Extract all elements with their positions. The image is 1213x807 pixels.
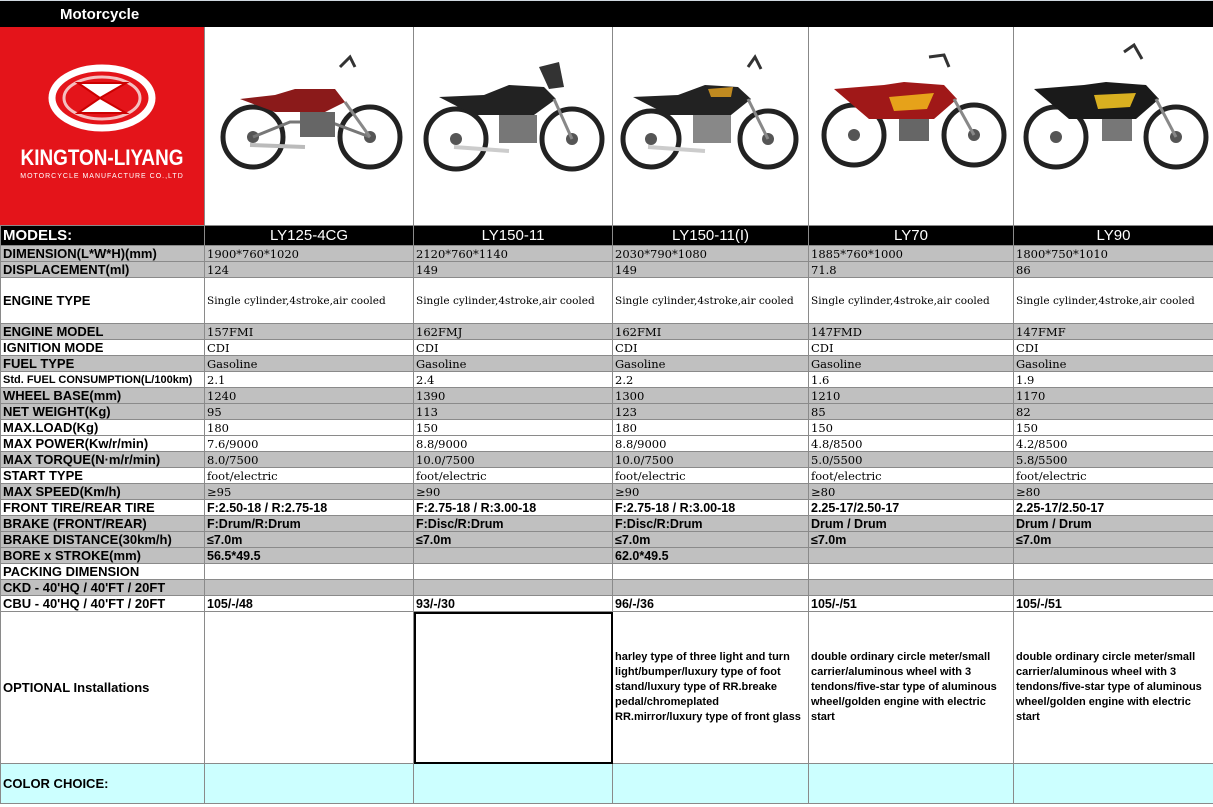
model-name[interactable]: LY150-11 <box>414 226 613 246</box>
motorcycle-photo-ly90-icon <box>1014 27 1213 225</box>
spec-value[interactable]: ≥95 <box>205 484 414 500</box>
spec-value[interactable]: 2120*760*1140 <box>414 246 613 262</box>
color-choice-row <box>1 764 1213 804</box>
spec-value[interactable]: Gasoline <box>1014 356 1213 372</box>
spec-row <box>1 484 1213 500</box>
spec-value[interactable]: F:2.50-18 / R:2.75-18 <box>205 500 414 516</box>
spec-value[interactable]: ≥90 <box>414 484 613 500</box>
spec-value[interactable]: 1800*750*1010 <box>1014 246 1213 262</box>
spec-value[interactable]: 95 <box>205 404 414 420</box>
spec-row <box>1 468 1213 484</box>
optional-row <box>1 612 1213 764</box>
spec-label[interactable]: NET WEIGHT(Kg) <box>1 404 205 420</box>
spec-value[interactable]: Single cylinder,4stroke,air cooled <box>809 278 1014 324</box>
spec-value[interactable]: 150 <box>1014 420 1213 436</box>
spec-value[interactable]: 2030*790*1080 <box>613 246 809 262</box>
spec-table <box>0 225 1213 804</box>
spec-value[interactable]: 2.1 <box>205 372 414 388</box>
spec-value[interactable] <box>414 580 613 596</box>
spec-value[interactable]: 180 <box>205 420 414 436</box>
spec-value[interactable]: 62.0*49.5 <box>613 548 809 564</box>
spec-value[interactable]: 2.2 <box>613 372 809 388</box>
photo-cell-4 <box>808 27 1013 225</box>
spec-value[interactable]: 149 <box>414 262 613 278</box>
spec-value[interactable] <box>809 548 1014 564</box>
spec-value[interactable] <box>1014 548 1213 564</box>
spec-value[interactable]: 4.2/8500 <box>1014 436 1213 452</box>
spec-value[interactable]: 8.8/9000 <box>414 436 613 452</box>
spec-value[interactable]: foot/electric <box>613 468 809 484</box>
spec-value[interactable]: 105/-/48 <box>205 596 414 612</box>
spec-value[interactable] <box>613 580 809 596</box>
color-choice-cell[interactable] <box>809 764 1014 804</box>
spec-value[interactable]: F:Drum/R:Drum <box>205 516 414 532</box>
spec-value[interactable]: ≥80 <box>809 484 1014 500</box>
spec-value[interactable]: 157FMI <box>205 324 414 340</box>
spec-label[interactable]: MAX POWER(Kw/r/min) <box>1 436 205 452</box>
spec-value[interactable] <box>613 564 809 580</box>
spec-value[interactable]: ≤7.0m <box>613 532 809 548</box>
spec-value[interactable] <box>1014 564 1213 580</box>
spec-value[interactable]: 2.25-17/2.50-17 <box>809 500 1014 516</box>
spec-value[interactable]: ≤7.0m <box>205 532 414 548</box>
color-choice-cell[interactable] <box>1014 764 1213 804</box>
spec-row <box>1 548 1213 564</box>
spec-value[interactable]: ≥90 <box>613 484 809 500</box>
spec-label[interactable]: CKD - 40'HQ / 40'FT / 20FT <box>1 580 205 596</box>
spec-value[interactable] <box>809 580 1014 596</box>
kington-logo-icon <box>48 63 156 133</box>
spec-value[interactable]: 1.6 <box>809 372 1014 388</box>
spec-value[interactable]: 93/-/30 <box>414 596 613 612</box>
optional-value[interactable] <box>414 612 613 764</box>
spec-value[interactable]: 1300 <box>613 388 809 404</box>
spec-label[interactable]: WHEEL BASE(mm) <box>1 388 205 404</box>
spec-value[interactable]: Gasoline <box>414 356 613 372</box>
spec-value[interactable]: 86 <box>1014 262 1213 278</box>
spec-row <box>1 262 1213 278</box>
spec-value[interactable]: foot/electric <box>1014 468 1213 484</box>
spec-row <box>1 278 1213 324</box>
spec-row <box>1 436 1213 452</box>
spec-value[interactable]: 147FMD <box>809 324 1014 340</box>
spec-row <box>1 420 1213 436</box>
spec-label[interactable]: START TYPE <box>1 468 205 484</box>
motorcycle-photo-ly150-11-i-icon <box>613 27 809 225</box>
spec-value[interactable]: Single cylinder,4stroke,air cooled <box>414 278 613 324</box>
spec-row <box>1 246 1213 262</box>
spec-value[interactable]: 1.9 <box>1014 372 1213 388</box>
spec-row <box>1 388 1213 404</box>
brand-name: KINGTON-LIYANG <box>20 145 184 170</box>
motorcycle-photo-ly150-11-icon <box>414 27 613 225</box>
spec-value[interactable]: Drum / Drum <box>809 516 1014 532</box>
spec-value[interactable]: 2.25-17/2.50-17 <box>1014 500 1213 516</box>
spec-value[interactable]: ≤7.0m <box>809 532 1014 548</box>
spec-value[interactable]: 113 <box>414 404 613 420</box>
spec-value[interactable]: 5.8/5500 <box>1014 452 1213 468</box>
spec-value[interactable]: CDI <box>414 340 613 356</box>
spec-value[interactable]: 1885*760*1000 <box>809 246 1014 262</box>
spec-row <box>1 452 1213 468</box>
photo-cell-5 <box>1013 27 1213 225</box>
spec-value[interactable]: 105/-/51 <box>1014 596 1213 612</box>
spec-value[interactable]: Single cylinder,4stroke,air cooled <box>1014 278 1213 324</box>
motorcycle-photo-ly125-4cg-icon <box>205 27 414 225</box>
spec-value[interactable]: CDI <box>613 340 809 356</box>
model-name[interactable]: LY150-11(I) <box>613 226 809 246</box>
spec-value[interactable] <box>414 564 613 580</box>
spec-row <box>1 564 1213 580</box>
spec-value[interactable]: Drum / Drum <box>1014 516 1213 532</box>
spec-value[interactable]: 5.0/5500 <box>809 452 1014 468</box>
spec-value[interactable]: 150 <box>414 420 613 436</box>
spec-label[interactable]: BRAKE DISTANCE(30km/h) <box>1 532 205 548</box>
spec-value[interactable]: 96/-/36 <box>613 596 809 612</box>
spec-row <box>1 500 1213 516</box>
spec-value[interactable]: 150 <box>809 420 1014 436</box>
spec-value[interactable]: Gasoline <box>613 356 809 372</box>
spec-value[interactable]: 4.8/8500 <box>809 436 1014 452</box>
spec-value[interactable]: 180 <box>613 420 809 436</box>
spec-value[interactable]: 82 <box>1014 404 1213 420</box>
spec-row <box>1 356 1213 372</box>
photo-cell-1 <box>204 27 413 225</box>
spec-value[interactable]: 85 <box>809 404 1014 420</box>
spec-value[interactable]: CDI <box>205 340 414 356</box>
models-label[interactable]: MODELS: <box>1 226 205 246</box>
spec-value[interactable]: foot/electric <box>414 468 613 484</box>
brand-logo-block <box>0 27 204 225</box>
spec-value[interactable]: 124 <box>205 262 414 278</box>
spec-value[interactable]: 149 <box>613 262 809 278</box>
spec-value[interactable]: 1240 <box>205 388 414 404</box>
optional-value[interactable]: double ordinary circle meter/small carrier/aluminous wheel with 3 tendons/five-star type of aluminous wheel/golden engine with electric start <box>809 612 1014 764</box>
color-choice-cell[interactable] <box>205 764 414 804</box>
spec-label[interactable]: MAX TORQUE(N·m/r/min) <box>1 452 205 468</box>
spec-value[interactable]: 10.0/7500 <box>414 452 613 468</box>
spec-label[interactable]: DIMENSION(L*W*H)(mm) <box>1 246 205 262</box>
spec-label[interactable]: MAX SPEED(Km/h) <box>1 484 205 500</box>
spec-value[interactable]: 2.4 <box>414 372 613 388</box>
spec-value[interactable] <box>414 548 613 564</box>
spec-value[interactable]: foot/electric <box>205 468 414 484</box>
spec-row <box>1 516 1213 532</box>
spec-value[interactable]: CDI <box>1014 340 1213 356</box>
spec-value[interactable]: 162FMJ <box>414 324 613 340</box>
spec-value[interactable]: F:2.75-18 / R:3.00-18 <box>414 500 613 516</box>
spec-value[interactable]: Single cylinder,4stroke,air cooled <box>205 278 414 324</box>
spec-label[interactable]: IGNITION MODE <box>1 340 205 356</box>
spec-label[interactable]: BORE x STROKE(mm) <box>1 548 205 564</box>
spec-value[interactable]: 1900*760*1020 <box>205 246 414 262</box>
sheet-title: Motorcycle <box>60 6 140 23</box>
spec-row <box>1 404 1213 420</box>
spec-value[interactable]: 10.0/7500 <box>613 452 809 468</box>
spec-value[interactable]: 1390 <box>414 388 613 404</box>
spec-value[interactable]: F:Disc/R:Drum <box>414 516 613 532</box>
optional-label[interactable]: OPTIONAL Installations <box>1 612 205 764</box>
spec-value[interactable]: Gasoline <box>205 356 414 372</box>
spec-row <box>1 324 1213 340</box>
spec-value[interactable]: F:2.75-18 / R:3.00-18 <box>613 500 809 516</box>
spec-value[interactable] <box>205 580 414 596</box>
spec-value[interactable]: Single cylinder,4stroke,air cooled <box>613 278 809 324</box>
spec-label[interactable]: Std. FUEL CONSUMPTION(L/100km) <box>1 372 205 388</box>
spec-value[interactable]: 71.8 <box>809 262 1014 278</box>
model-name[interactable]: LY70 <box>809 226 1014 246</box>
model-name[interactable]: LY125-4CG <box>205 226 414 246</box>
spec-label[interactable]: PACKING DIMENSION <box>1 564 205 580</box>
spec-label[interactable]: CBU - 40'HQ / 40'FT / 20FT <box>1 596 205 612</box>
spec-value[interactable]: 1170 <box>1014 388 1213 404</box>
spec-row <box>1 532 1213 548</box>
spec-value[interactable]: 56.5*49.5 <box>205 548 414 564</box>
color-choice-cell[interactable] <box>414 764 613 804</box>
spec-label[interactable]: MAX.LOAD(Kg) <box>1 420 205 436</box>
motorcycle-photo-ly70-icon <box>809 27 1014 225</box>
spec-value[interactable] <box>809 564 1014 580</box>
models-row <box>1 226 1213 246</box>
spec-value[interactable]: Gasoline <box>809 356 1014 372</box>
optional-value[interactable]: harley type of three light and turn light/bumper/luxury type of foot stand/luxury type of RR.breake pedal/chromeplated RR.mirror/luxury type of front glass <box>613 612 809 764</box>
optional-value[interactable] <box>205 612 414 764</box>
spec-row <box>1 340 1213 356</box>
spec-label[interactable]: BRAKE (FRONT/REAR) <box>1 516 205 532</box>
photo-cell-2 <box>413 27 612 225</box>
spec-row <box>1 596 1213 612</box>
brand-subtitle: MOTORCYCLE MANUFACTURE CO.,LTD <box>20 173 184 180</box>
photo-cell-3 <box>612 27 808 225</box>
spec-value[interactable]: 147FMF <box>1014 324 1213 340</box>
spec-value[interactable]: 123 <box>613 404 809 420</box>
spec-row <box>1 580 1213 596</box>
spec-value[interactable]: 105/-/51 <box>809 596 1014 612</box>
model-name[interactable]: LY90 <box>1014 226 1213 246</box>
spec-value[interactable] <box>1014 580 1213 596</box>
spec-value[interactable]: 1210 <box>809 388 1014 404</box>
spec-value[interactable] <box>205 564 414 580</box>
spec-value[interactable]: 7.6/9000 <box>205 436 414 452</box>
title-bar <box>0 0 1213 27</box>
optional-value[interactable]: double ordinary circle meter/small carrier/aluminous wheel with 3 tendons/five-star type of aluminous wheel/golden engine with electric start <box>1014 612 1213 764</box>
spec-value[interactable]: 8.8/9000 <box>613 436 809 452</box>
spec-value[interactable]: 8.0/7500 <box>205 452 414 468</box>
spec-label[interactable]: DISPLACEMENT(ml) <box>1 262 205 278</box>
spec-row <box>1 372 1213 388</box>
spec-label[interactable]: FUEL TYPE <box>1 356 205 372</box>
spec-value[interactable]: ≤7.0m <box>414 532 613 548</box>
spec-value[interactable]: F:Disc/R:Drum <box>613 516 809 532</box>
spec-label[interactable]: FRONT TIRE/REAR TIRE <box>1 500 205 516</box>
spec-value[interactable]: ≤7.0m <box>1014 532 1213 548</box>
spec-value[interactable]: foot/electric <box>809 468 1014 484</box>
spec-label[interactable]: ENGINE TYPE <box>1 278 205 324</box>
spec-value[interactable]: ≥80 <box>1014 484 1213 500</box>
color-choice-cell[interactable] <box>613 764 809 804</box>
spec-value[interactable]: CDI <box>809 340 1014 356</box>
spec-label[interactable]: ENGINE MODEL <box>1 324 205 340</box>
color-choice-label[interactable]: COLOR CHOICE: <box>1 764 205 804</box>
spec-value[interactable]: 162FMI <box>613 324 809 340</box>
